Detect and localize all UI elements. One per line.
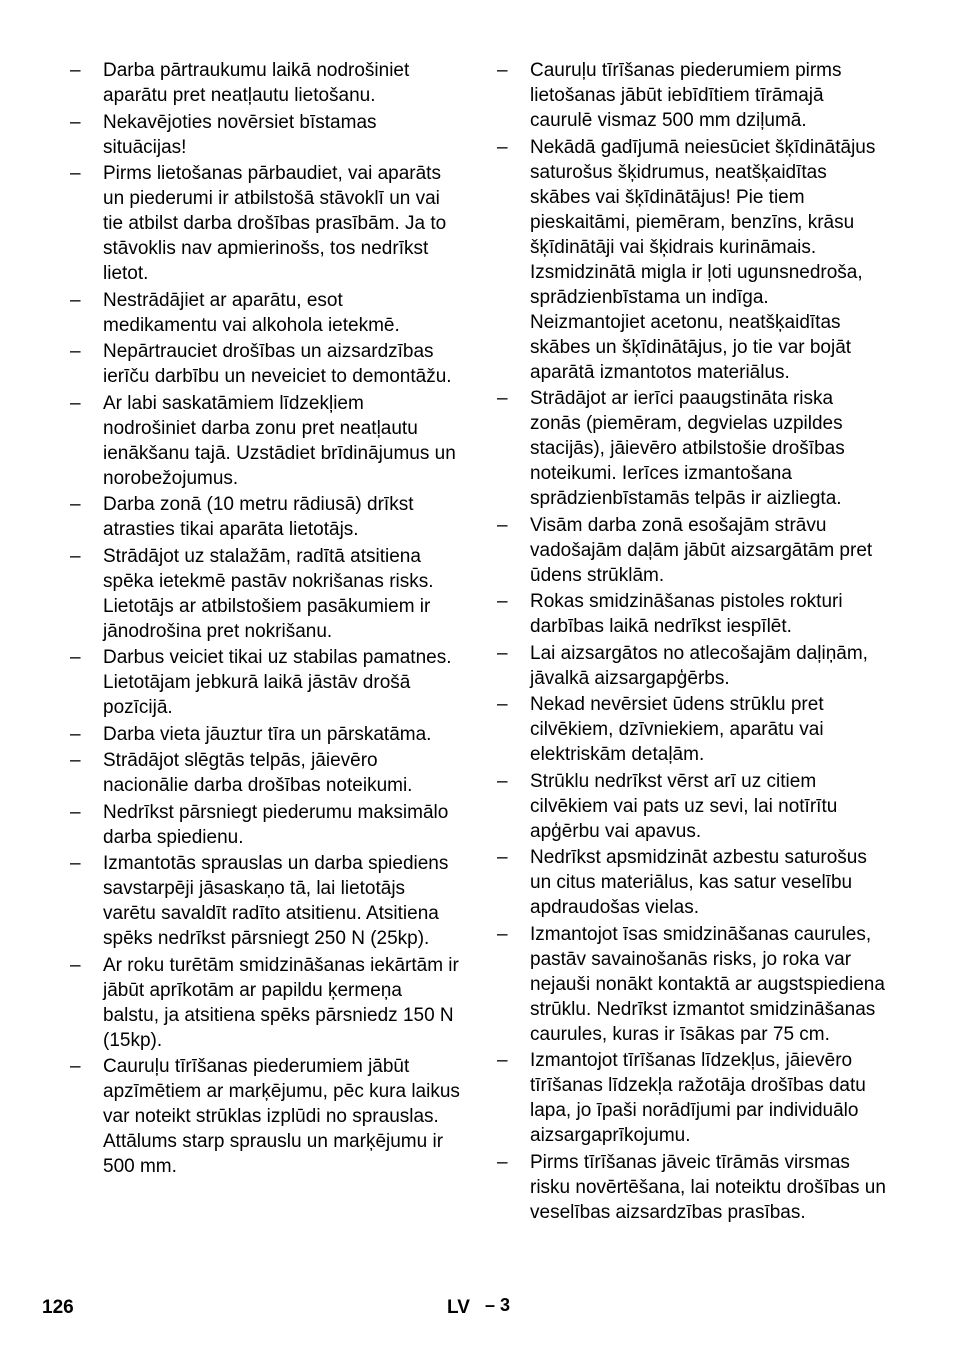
- list-item-text: Ar labi saskatāmiem līdzekļiem nodrošiniet darba zonu pret neatļautu ienākšanu tajā. Uzstādiet brīdinājumus un norobežojumus.: [103, 392, 456, 489]
- bullet-dash: –: [70, 647, 81, 668]
- list-item: [497, 1150, 887, 1225]
- list-item-text: Strūklu nedrīkst vērst arī uz citiem cilvēkiem vai pats uz sevi, lai notīrītu apģērbu vai apavus.: [530, 770, 838, 842]
- bullet-dash: –: [497, 847, 508, 868]
- list-item-text: Izmantojot īsas smidzināšanas caurules, pastāv savainošanās risks, jo roka var nejauši nonākt kontaktā ar augstspiediena strūklu. Nedrīkst izmantot smidzināšanas caurules, kuras ir īsākas par 75 cm.: [530, 923, 885, 1045]
- bullet-dash: –: [497, 1050, 508, 1071]
- bullet-dash: –: [70, 392, 81, 414]
- list-item-text: Darba zonā (10 metru rādiusā) drīkst atrasties tikai aparāta lietotājs.: [103, 494, 414, 540]
- list-item-text: Lai aizsargātos no atlecošajām daļiņām, jāvalkā aizsargapģērbs.: [530, 642, 868, 689]
- right-list: [497, 58, 887, 1225]
- list-item: [70, 110, 460, 160]
- list-item: [70, 492, 460, 542]
- list-item-text: Strādājot ar ierīci paaugstināta riska zonās (piemēram, degvielas uzpildes stacijās), jāievēro atbilstošie drošības noteikumi. Ierīces izmantošana sprādzienbīstamās telpās ir aizliegta.: [530, 388, 845, 509]
- bullet-dash: –: [497, 642, 508, 664]
- list-item: [70, 161, 460, 286]
- list-item-text: Strādājot slēgtās telpās, jāievēro nacionālie darba drošības noteikumi.: [103, 750, 413, 796]
- bullet-dash: –: [70, 545, 81, 567]
- list-item-text: Izmantotās sprauslas un darba spiediens savstarpēji jāsaskaņo tā, lai lietotājs varētu savaldīt radīto atsitienu. Atsitiena spēks nedrīkst pārsniegt 250 N (25kp).: [103, 853, 449, 949]
- list-item-text: Pirms lietošanas pārbaudiet, vai aparāts un piederumi ir atbilstošā stāvoklī un vai tie atbilst darba drošības prasībām. Ja to stāvoklis nav apmierinošs, tos nedrīkst lietot.: [103, 163, 447, 284]
- bullet-dash: –: [497, 770, 508, 792]
- list-item-text: Cauruļu tīrīšanas piederumiem pirms lietošanas jābūt iebīdītiem tīrāmajā caurulē vismaz 500 mm dziļumā.: [530, 60, 842, 131]
- list-item-text: Cauruļu tīrīšanas piederumiem jābūt apzīmētiem ar marķējumu, pēc kura laikus var noteikt strūklas izplūdi no sprauslas. Attālums starp sprauslu un marķējumu ir 500 mm.: [103, 1056, 460, 1177]
- right-column: [497, 58, 887, 1226]
- page-number: 126: [42, 1297, 74, 1318]
- section-page-number: – 3: [485, 1295, 511, 1315]
- list-item-text: Nepārtrauciet drošības un aizsardzības ierīču darbību un neveiciet to demontāžu.: [103, 341, 452, 387]
- list-item-text: Visām darba zonā esošajām strāvu vadošajām daļām jābūt aizsargātām pret ūdens strūklām.: [530, 514, 873, 586]
- list-item: [70, 391, 460, 491]
- bullet-dash: –: [497, 60, 508, 81]
- bullet-dash: –: [70, 723, 81, 745]
- list-item: [70, 953, 460, 1053]
- left-list: [70, 58, 460, 1179]
- list-item: [70, 288, 460, 338]
- list-item-text: Rokas smidzināšanas pistoles rokturi darbības laikā nedrīkst iespīlēt.: [530, 591, 843, 637]
- bullet-dash: –: [70, 111, 81, 133]
- list-item-text: Ar roku turētām smidzināšanas iekārtām ir jābūt aprīkotām ar papildu ķermeņa balstu, ja atsitiena spēks pārsniedz 150 N (15kp).: [103, 954, 459, 1051]
- bullet-dash: –: [70, 60, 81, 81]
- bullet-dash: –: [70, 494, 81, 515]
- list-item: [70, 339, 460, 389]
- bullet-dash: –: [70, 163, 81, 184]
- list-item-text: Strādājot uz stalažām, radītā atsitiena spēka ietekmē pastāv nokrišanas risks. Lietotājs ar atbilstošiem pasākumiem ir jānodrošina pret nokrišanu.: [103, 545, 434, 642]
- bullet-dash: –: [70, 853, 81, 874]
- bullet-dash: –: [497, 923, 508, 945]
- bullet-dash: –: [70, 289, 81, 311]
- bullet-dash: –: [497, 591, 508, 612]
- bullet-dash: –: [497, 1151, 508, 1173]
- list-item-text: Nedrīkst apsmidzināt azbestu saturošus un citus materiālus, kas satur veselību apdraudošas vielas.: [530, 847, 867, 918]
- bullet-dash: –: [70, 954, 81, 976]
- bullet-dash: –: [70, 801, 81, 823]
- list-item-text: Darbus veiciet tikai uz stabilas pamatnes. Lietotājam jebkurā laikā jāstāv drošā pozīcijā.: [103, 647, 452, 718]
- list-item: [70, 722, 460, 747]
- bullet-dash: –: [497, 136, 508, 158]
- list-item: [70, 1054, 460, 1179]
- left-column: [70, 58, 460, 1181]
- language-code: LV: [447, 1297, 470, 1318]
- bullet-dash: –: [497, 514, 508, 536]
- list-item-text: Nekad nevērsiet ūdens strūklu pret cilvēkiem, dzīvniekiem, aparātu vai elektriskām detaļām.: [530, 694, 824, 765]
- list-item: [70, 58, 460, 108]
- bullet-dash: –: [497, 694, 508, 715]
- list-item: [497, 135, 887, 385]
- bullet-dash: –: [70, 750, 81, 771]
- list-item: [497, 692, 887, 767]
- list-item-text: Pirms tīrīšanas jāveic tīrāmās virsmas risku novērtēšana, lai noteiktu drošības un veselības aizsardzības prasības.: [530, 1151, 886, 1223]
- list-item: [70, 748, 460, 798]
- bullet-dash: –: [497, 388, 508, 409]
- list-item-text: Izmantojot tīrīšanas līdzekļus, jāievēro tīrīšanas līdzekļa ražotāja drošības datu lapa, jo īpaši norādījumi par individuālo aizsargaprīkojumu.: [530, 1050, 866, 1146]
- list-item: [70, 851, 460, 951]
- list-item: [497, 58, 887, 133]
- list-item-text: Darba pārtraukumu laikā nodrošiniet aparātu pret neatļautu lietošanu.: [103, 60, 410, 106]
- list-item: [497, 513, 887, 588]
- list-item: [70, 800, 460, 850]
- list-item: [70, 645, 460, 720]
- list-item: [497, 386, 887, 511]
- list-item: [497, 589, 887, 639]
- list-item: [497, 641, 887, 691]
- bullet-dash: –: [70, 341, 81, 362]
- list-item-text: Nekādā gadījumā neiesūciet šķīdinātājus saturošus šķidrumus, neatšķaidītas skābes vai šķīdinātājus! Pie tiem pieskaitāmi, piemēram, benzīns, krāsu šķīdinātāji vai šķidrais kurināmais. Izsmidzinātā migla ir ļoti ugunsnedroša, sprādzienbīstama un indīga. Neizmantojiet acetonu, neatšķaidītas skābes un šķīdinātājus, jo tie var bojāt aparātā izmantotos materiālus.: [530, 136, 876, 383]
- list-item: [70, 544, 460, 644]
- list-item: [497, 845, 887, 920]
- list-item-text: Nedrīkst pārsniegt piederumu maksimālo darba spiedienu.: [103, 801, 449, 848]
- list-item-text: Nekavējoties novērsiet bīstamas situācijas!: [103, 111, 377, 158]
- list-item: [497, 1048, 887, 1148]
- list-item: [497, 922, 887, 1047]
- list-item-text: Nestrādājiet ar aparātu, esot medikamentu vai alkohola ietekmē.: [103, 289, 400, 336]
- list-item-text: Darba vieta jāuztur tīra un pārskatāma.: [103, 723, 432, 745]
- list-item: [497, 769, 887, 844]
- bullet-dash: –: [70, 1056, 81, 1077]
